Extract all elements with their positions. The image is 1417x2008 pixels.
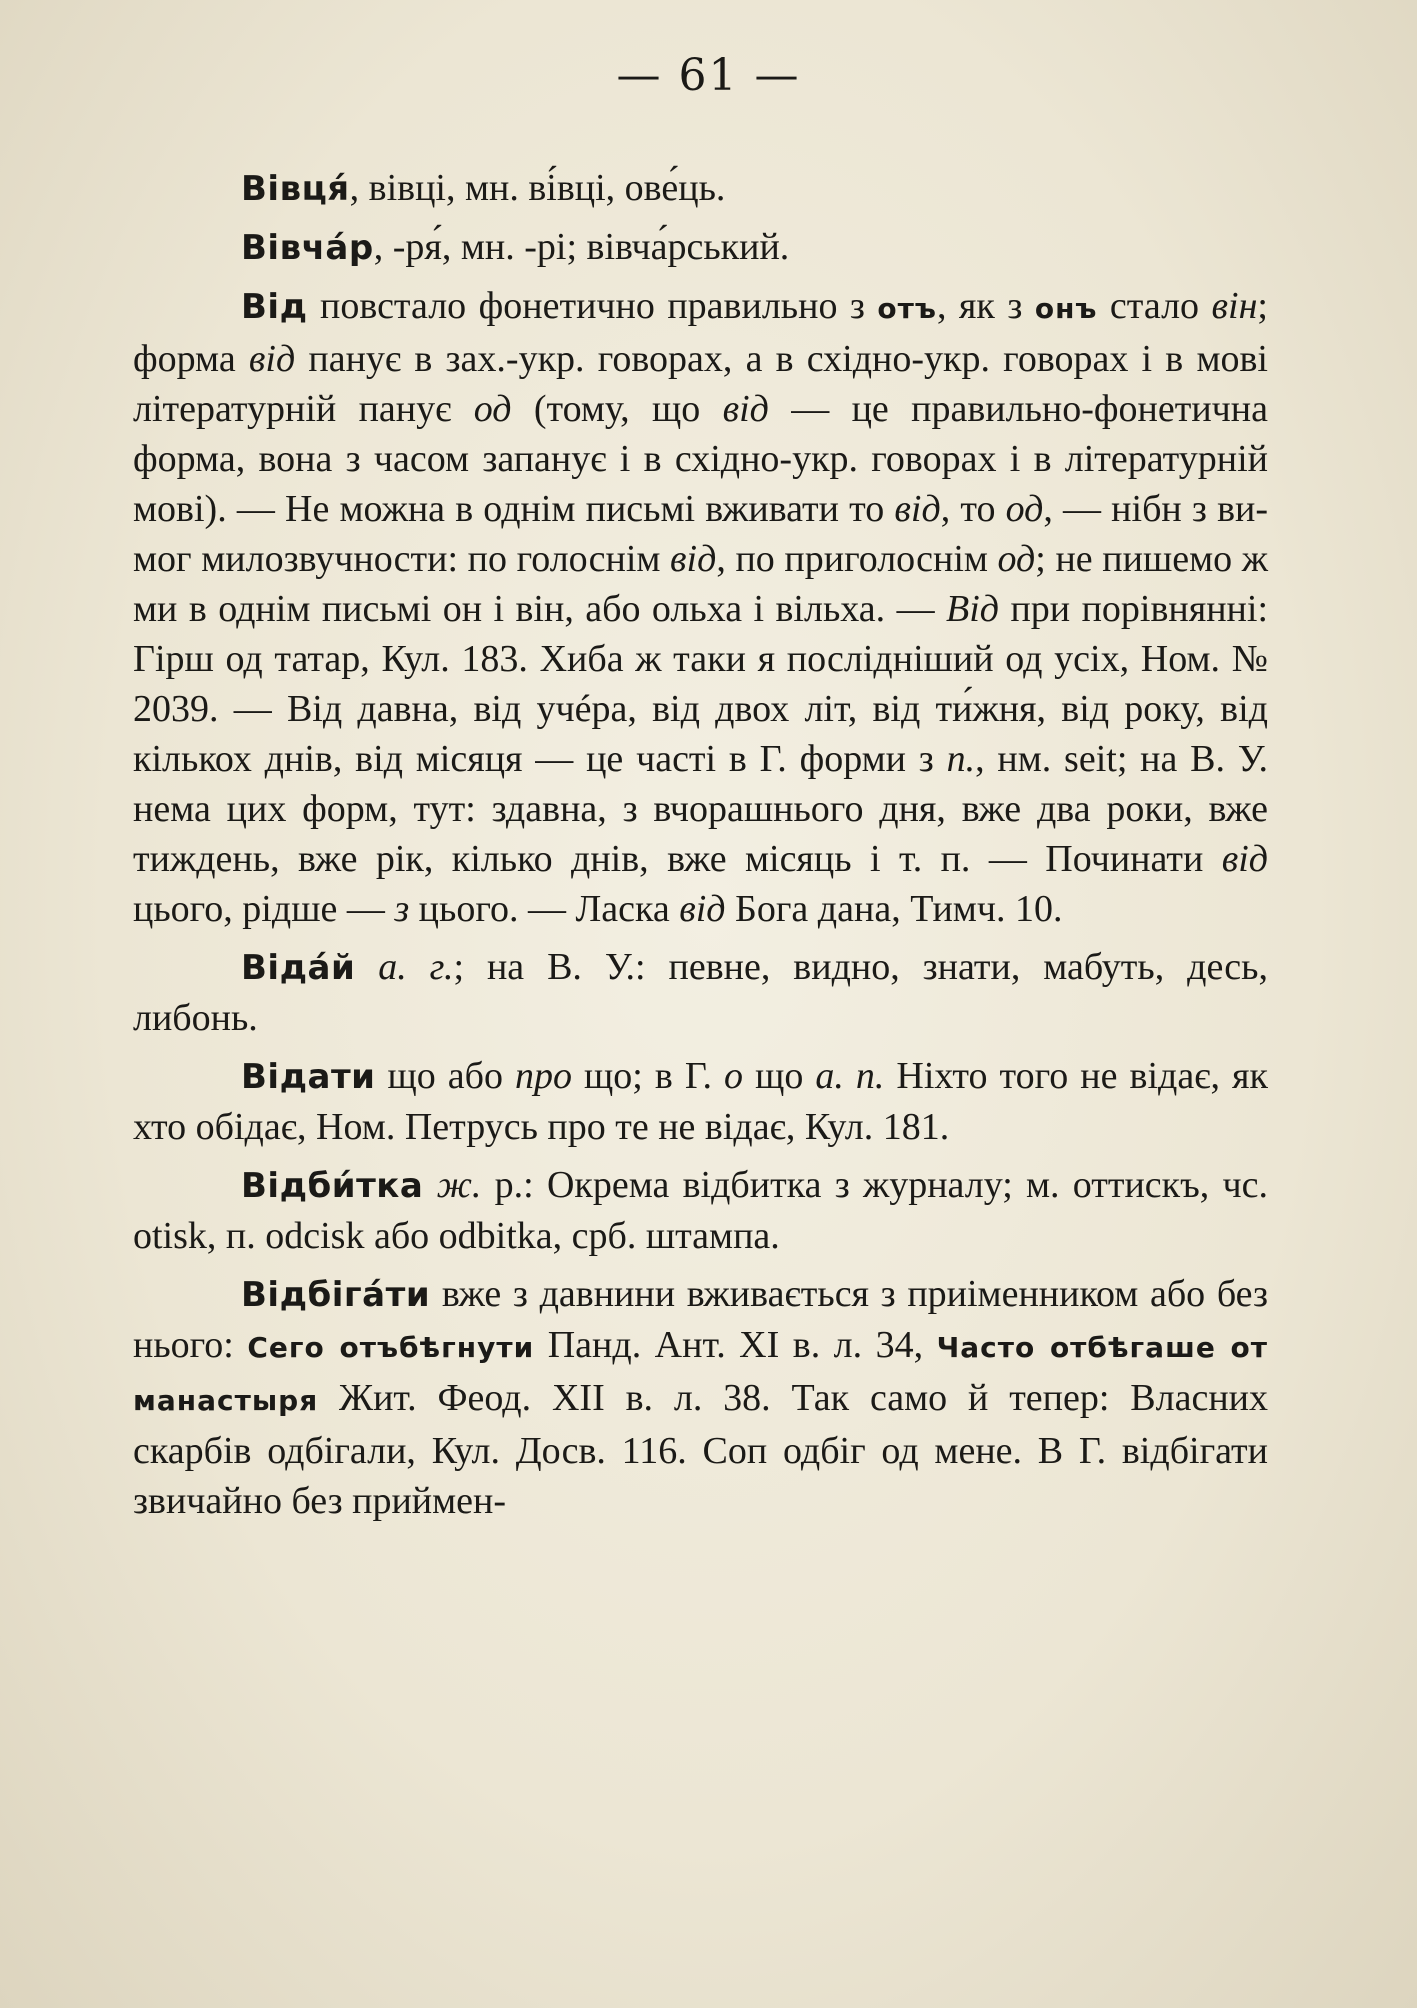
- entry-text: [355, 946, 378, 988]
- entry-headword: Від: [241, 287, 308, 327]
- italic-term: од: [473, 388, 512, 430]
- italic-term: п.: [946, 738, 976, 780]
- italic-term: він: [1211, 285, 1258, 327]
- entry-text: , -ря́, мн. -рі; вівча́рський.: [373, 226, 790, 268]
- italic-term: од: [1005, 488, 1044, 530]
- entry-text: що: [743, 1055, 816, 1097]
- dictionary-entry: [133, 281, 1268, 934]
- entry-text: — це правильно-фонетична форма, вона з часом запанує і в східно-укр. говорах і в літературній мові). — Не можна в однім письмі вживати то: [133, 388, 1268, 530]
- entry-text: панує в зах.-укр. говорах, а в східно-укр. говорах і в мові літературній панує: [133, 338, 1268, 430]
- dictionary-entry: [133, 1160, 1268, 1261]
- italic-term: від: [679, 888, 726, 930]
- entry-text: р.: Окрема відбитка з журналу; м. оттискъ, чс. otisk, п. odcisk або odbitka, срб. штампа.: [133, 1164, 1268, 1257]
- dictionary-entry: [133, 1051, 1268, 1152]
- entry-headword: Відати: [241, 1057, 376, 1097]
- entry-text: , як з: [936, 285, 1035, 327]
- italic-term: від: [1221, 838, 1268, 880]
- entry-text: стало: [1097, 285, 1212, 327]
- entry-text: , по приголоснім: [716, 538, 998, 580]
- italic-term: від: [722, 388, 769, 430]
- dictionary-text: [133, 163, 1268, 1534]
- entry-text: Бога дана, Тимч. 10.: [725, 888, 1063, 930]
- entry-text: при порівнянні: Гірш од татар, Кул. 183. Хиба ж таки я послідніший од усіх, Ном. № 2039. — Від давна, від учéра, від двох літ, від ти́жня, від року, від кількох днів, від місяця — це часті в Г. форми з: [133, 588, 1269, 780]
- italic-term: про: [515, 1055, 573, 1097]
- italic-term: од: [997, 538, 1036, 580]
- page-number: — 61 —: [616, 50, 801, 101]
- entry-headword: Віда́й: [241, 948, 356, 988]
- entry-text: [423, 1164, 436, 1206]
- italic-term: від: [248, 338, 296, 380]
- entry-text: , вівці, мн. ві́вці, ове́ць.: [349, 167, 726, 209]
- old-slavonic-quote: Часто отбѣгаше от манастыря: [133, 1331, 1269, 1417]
- dictionary-entry: [133, 222, 1268, 273]
- entry-text: ; на В. У.: певне, видно, знати, мабуть, десь, либонь.: [133, 946, 1268, 1039]
- italic-term: о: [724, 1055, 744, 1097]
- italic-term: з: [394, 888, 410, 930]
- dictionary-entry: [133, 163, 1268, 214]
- old-slavonic-quote: отъ: [877, 292, 937, 325]
- italic-term: ж.: [436, 1164, 482, 1206]
- dictionary-entry: [133, 942, 1268, 1043]
- entry-headword: Вівця́: [241, 169, 350, 209]
- dictionary-entry: [133, 1269, 1268, 1526]
- entry-text: Ніхто того не відає, як хто обідає, Ном. Петрусь про те не відає, Кул. 181.: [133, 1055, 1268, 1148]
- italic-term: а. г.: [378, 946, 454, 988]
- entry-text: цього. — Ласка: [409, 888, 680, 930]
- entry-text: що або: [375, 1055, 516, 1097]
- old-slavonic-quote: Сего отъбѣгнути: [247, 1331, 535, 1364]
- italic-term: від: [894, 488, 941, 530]
- italic-term: а. п.: [815, 1055, 885, 1097]
- entry-text: ; форма: [133, 285, 1268, 380]
- entry-headword: Вівча́р: [241, 228, 374, 268]
- old-slavonic-quote: онъ: [1034, 292, 1098, 325]
- entry-headword: Відби́тка: [241, 1166, 424, 1206]
- entry-text: вже з давнини вживається з приіменником або без нього:: [133, 1273, 1268, 1366]
- entry-text: цього, рідше —: [133, 888, 395, 930]
- entry-text: , нм. seit; на В. У. нема цих форм, тут: здавна, з вчорашнього дня, вже два роки, вже тиждень, вже рік, кілько днів, вже місяць і т. п. — Починати: [133, 738, 1268, 880]
- entry-text: , то: [940, 488, 1006, 530]
- entry-text: Жит. Феод. XII в. л. 38. Так само й тепер: Власних скарбів одбігали, Кул. Досв. 116. Соп одбіг од мене. В Г. відбігати звичайно без приймен-: [133, 1377, 1268, 1522]
- entry-text: , — нібн з вимог милозвучности: по голоснім: [133, 488, 1269, 580]
- entry-text: повстало фонетично правильно з: [307, 285, 878, 327]
- entry-text: що; в Г.: [572, 1055, 725, 1097]
- entry-text: (тому, що: [511, 388, 723, 430]
- italic-term: від: [670, 538, 717, 580]
- entry-text: ; не пишемо ж ми в однім письмі он і він, або ольха і вільха. —: [133, 538, 1268, 630]
- entry-text: Панд. Ант. XI в. л. 34,: [534, 1324, 937, 1366]
- italic-term: Від: [946, 588, 1000, 630]
- entry-headword: Відбіга́ти: [241, 1275, 431, 1315]
